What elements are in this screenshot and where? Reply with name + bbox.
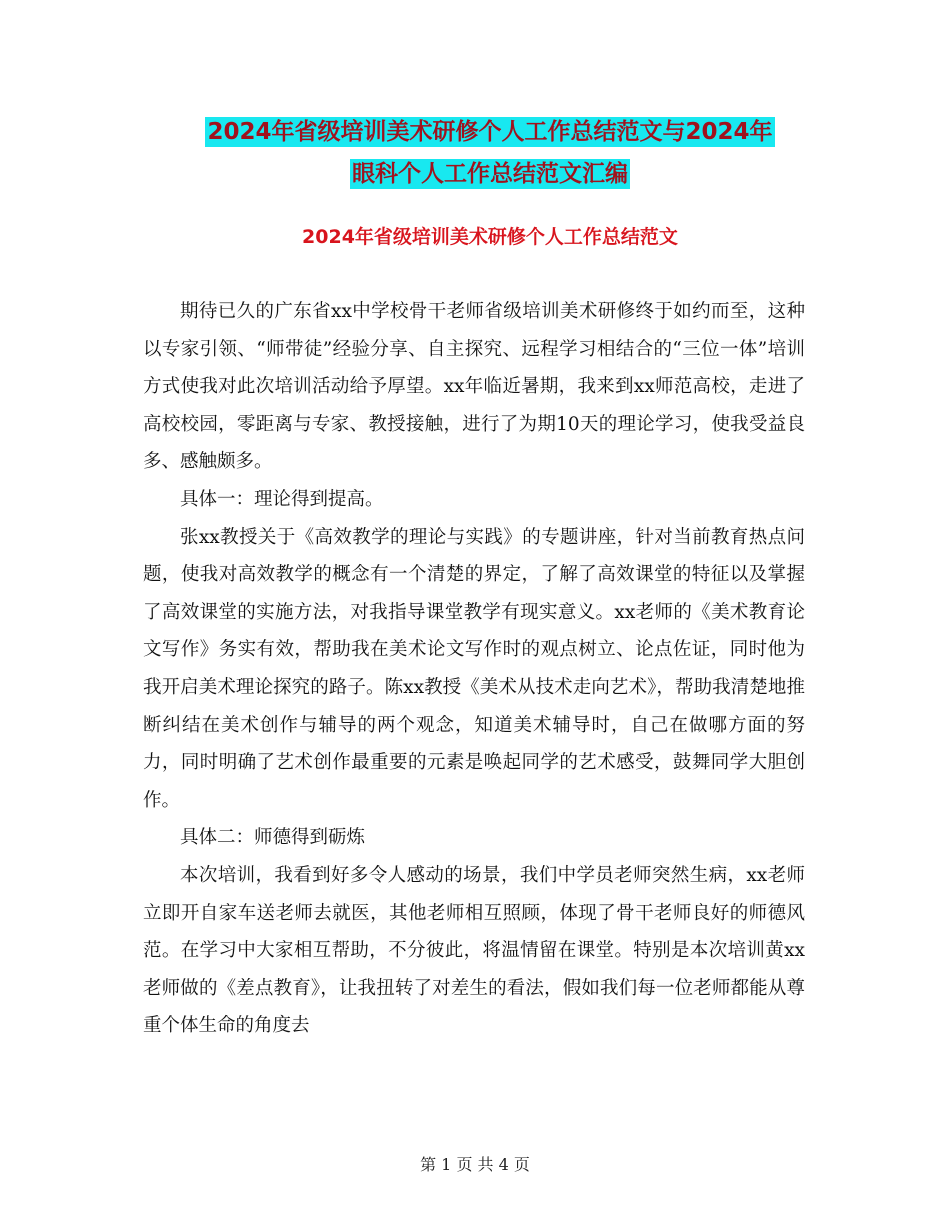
section-subtitle: 2024年省级培训美术研修个人工作总结范文	[302, 226, 678, 248]
paragraph-heading-2: 具体二：师德得到砺炼	[180, 827, 366, 849]
page-footer: 第 1 页 共 4 页	[420, 1155, 530, 1174]
paragraph-intro: 期待已久的广东省xx中学校骨干老师省级培训美术研修终于如约而至，这种以专家引领、“师带徒”经验分享、自主探究、远程学习相结合的“三位一体”培训方式使我对此次培训活动给予厚望。xx年临近暑期，我来到xx师范高校，走进了高校校园，零距离与专家、教授接触，进行了为期10天的理论学习，使我受益良多、感触颇多。	[143, 301, 805, 473]
document-title-line-2	[150, 156, 830, 192]
paragraph-heading-1: 具体一：理论得到提高。	[180, 488, 384, 510]
document-title-line-1	[150, 114, 830, 150]
paragraph-theory: 张xx教授关于《高效教学的理论与实践》的专题讲座，针对当前教育热点问题，使我对高效教学的概念有一个清楚的界定，了解了高效课堂的特征以及掌握了高效课堂的实施方法，对我指导课堂教学有现实意义。xx老师的《美术教育论文写作》务实有效，帮助我在美术论文写作时的观点树立、论点佐证，同时他为我开启美术理论探究的路子。陈xx教授《美术从技术走向艺术》，帮助我清楚地推断纠结在美术创作与辅导的两个观念，知道美术辅导时，自己在做哪方面的努力，同时明确了艺术创作最重要的元素是唤起同学的艺术感受，鼓舞同学大胆创作。	[143, 526, 805, 811]
title-line-2-text: 眼科个人工作总结范文汇编	[352, 161, 628, 187]
title-line-1-text: 2024年省级培训美术研修个人工作总结范文与2024年	[207, 119, 773, 145]
document-body	[143, 293, 805, 1045]
paragraph-ethics: 本次培训，我看到好多令人感动的场景，我们中学员老师突然生病，xx老师立即开自家车送老师去就医，其他老师相互照顾，体现了骨干老师良好的师德风范。在学习中大家相互帮助，不分彼此，将温情留在课堂。特别是本次培训黄xx老师做的《差点教育》，让我扭转了对差生的看法，假如我们每一位老师都能从尊重个体生命的角度去	[143, 864, 805, 1037]
